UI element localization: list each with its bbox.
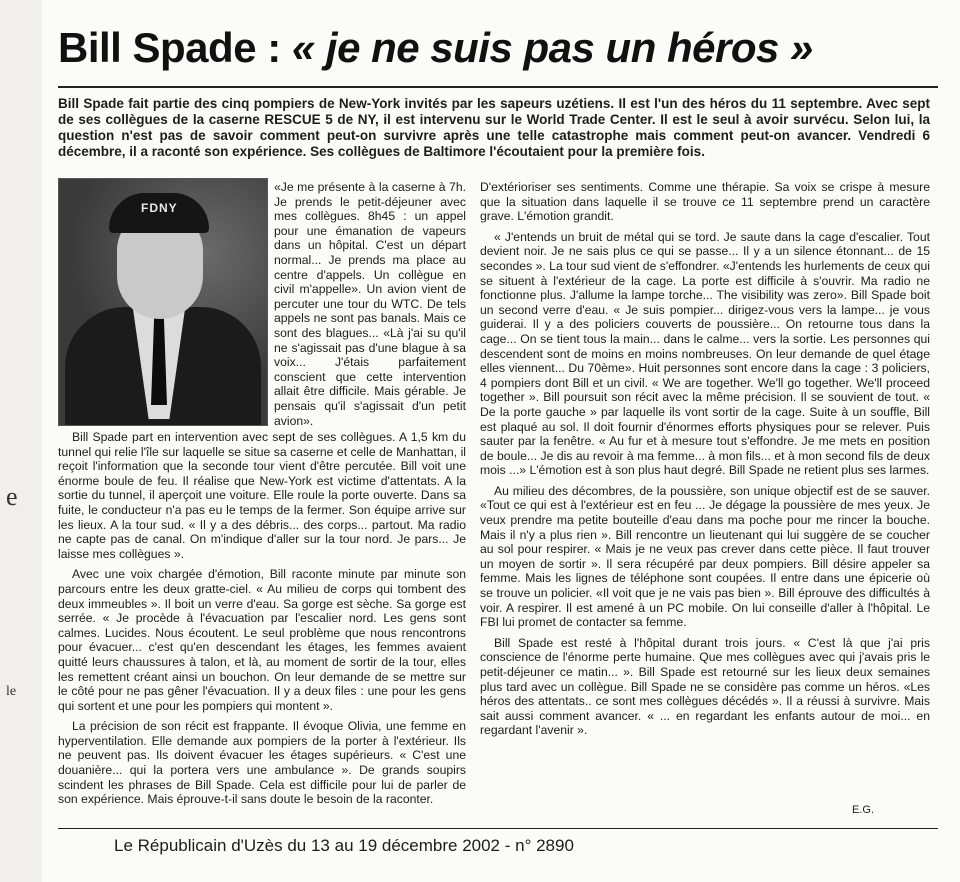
column-1-top — [274, 180, 466, 434]
paragraph: Bill Spade part en intervention avec sept de ses collègues. A 1,5 km du tunnel qui relie l'île sur laquelle se situe sa caserne et celle de Manhattan, il reçoit l'information que la seconde tour vient d'être percutée. Bill voit une énorme boule de feu. Il réalise que New-York est victime d'attentats. A la sortie du tunnel, il aperçoit une voiture. Elle roule la porte ouverte. Dans sa fuite, le conducteur n'a pas eu le temps de la fermer. Son équipe arrive sur les lieux. A la tour sud. « Il y a des débris... des corps... partout. Ma radio ne capte pas de canal. On m'indique d'aller sur la tour nord. Je pars... Je laisse mes collègues ». — [58, 430, 466, 561]
margin-fragment-le: le — [6, 684, 17, 699]
title-rule — [58, 86, 938, 88]
title-name: Bill Spade : — [58, 24, 292, 71]
title-quote: « je ne suis pas un héros » — [291, 24, 813, 71]
paragraph: D'extérioriser ses sentiments. Comme une thérapie. Sa voix se crispe à mesure que la situation dans laquelle il se trouve ce 11 septembre prend un caractère grave. L'émotion grandit. — [480, 180, 930, 224]
paragraph: Avec une voix chargée d'émotion, Bill raconte minute par minute son parcours entre les deux gratte-ciel. « Au milieu de corps qui tombent des deux immeubles ». Il boit un verre d'eau. Sa gorge est sèche. Sa gorge est serrée. « Je procède à l'évacuation par l'escalier nord. Les gens sont calmes. Lucides. Nous écoutent. Le seul problème que nous rencontrons pour évacuer... c'est qu'en descendant les étages, les femmes avaient quitté leurs chaussures à talon, et là, au moment de sortir de la tour, elles les remettent créant ainsi un bouchon. On leur demande de se mettre sur le côté pour ne pas gêner l'évacuation. Il y a deux files : une pour les gens qui sortent et une pour les pompiers qui montent ». — [58, 567, 466, 713]
paragraph: Au milieu des décombres, de la poussière, son unique objectif est de se sauver. «Tout ce qui est à l'extérieur est en feu ... Je dégage la poussière de mes yeux. Je veux prendre ma petite bouteille d'eau dans ma poche pour me rincer la bouche. Mais il n'y a plus rien ». Bill rencontre un lieutenant qui lui suggère de se coucher au sol pour respirer. « Mais je ne veux pas crever dans cette pièce. Il faut trouver un moyen de sortir ». Il sera récupéré par deux pompiers. Bill désire appeler sa femme. Mais les lignes de téléphone sont coupées. Il entre dans une épicerie où se trouve un policier. «Il voit que je ne vais pas bien ». Bill éprouve des difficultés à voir. A respirer. Il est amené à un PC mobile. On lui conseille d'aller à l'hôpital. Le FBI lui promet de contacter sa femme. — [480, 483, 930, 630]
paragraph: « J'entends un bruit de métal qui se tord. Je saute dans la cage d'escalier. Tout devient noir. Je ne sais plus ce qui se passe... Il y a un silence étonnant... de 15 secondes ». La tour sud vient de s'effondrer. «J'entends les hurlements de ceux qui se situent à l'extérieur de la cage. La porte est difficile à s'ouvrir. Ma radio ne fonctionne plus. J'allume la lampe torche... The visibility was zero». Bill Spade boit un second verre d'eau. « Je suis pompier... dirigez-vous vers la lampe... je vous guiderai. Il y a des policiers couverts de poussière... On retourne tous dans la cage... On se tient tous la main... dans le calme... vers la sortie. Les personnes qui descendent sont de moins en moins nombreuses. On leur demande de quel étage elles viennent... Du 70ème». Huit personnes sont encore dans la cage : 3 policiers, 4 pompiers dont Bill et un civil. « We are together. We'll go together. We'll proceed together ». Bill poursuit son récit avec la même précision. Il se souvient de tout. « De la porte gauche » par laquelle ils vont sortir de la cage. Suite à un souffle, Bill est plaqué au sol. Il doit fournir d'énormes efforts physiques pour se relever. Puis sauter par la fenêtre. « Au fur et à mesure tout s'effondre. Je me mets en position de boule... Je dis au revoir à ma femme... à mon fils... et à mon second fils de deux mois ...» L'émotion est à son plus haut degré. Bill Spade ne retient plus ses larmes. — [480, 229, 930, 478]
paragraph: La précision de son récit est frappante. Il évoque Olivia, une femme en hyperventilation. Elle demande aux pompiers de la porter à l'extérieur. Ils ne peuvent pas. Ils doivent évacuer les étages supérieurs. « C'est une douanière... qui la portera vers une ambulance ». De grands soupirs scindent les phrases de Bill Spade. Cela est difficile pour lui de parler de son expérience. Mais éprouve-t-il sans doute le besoin de la raconter. — [58, 719, 466, 807]
firefighter-photo — [58, 178, 268, 426]
article-intro: Bill Spade fait partie des cinq pompiers de New-York invités par les sapeurs uzétiens. Il est l'un des héros du 11 septembre. Avec sept de ses collègues de la caserne RESCUE 5 de NY, il est intervenu sur le World Trade Center. Il est le seul à avoir survécu. Selon lui, la question n'est pas de savoir comment peut-on survivre après une telle catastrophe mais comment peut-on avancer. Vendredi 6 décembre, il a raconté son expérience. Ses collègues de Baltimore l'écoutaient pour la première fois. — [58, 96, 930, 159]
paragraph: «Je me présente à la caserne à 7h. Je prends le petit-déjeuner avec mes collègues. 8h45 : un appel pour une émanation de vapeurs dans un hôpital. C'est un départ normal... Je prends ma place au centre d'appels. Un collègue en civil m'appelle». Un avion vient de percuter une tour du WTC. De tels appels ne sont pas banals. Mais ce sont des blagues... «Là j'ai su qu'il ne s'agissait pas d'une blague à sa voix... J'étais parfaitement conscient que cette intervention allait être difficile. Mais gérable. Je pensais qu'il s'agissait d'un petit avion». — [274, 180, 466, 428]
footer-rule — [58, 828, 938, 829]
author-signature: E.G. — [852, 804, 875, 816]
publication-line: Le Républicain d'Uzès du 13 au 19 décembre 2002 - n° 2890 — [114, 836, 574, 855]
adjacent-page-strip — [0, 0, 42, 882]
column-2 — [480, 180, 930, 744]
margin-fragment-e: e — [6, 482, 18, 511]
article-title — [58, 24, 938, 72]
paragraph: Bill Spade est resté à l'hôpital durant trois jours. « C'est là que j'ai pris conscience de l'énorme perte humaine. Que mes collègues avec qui j'avais pris le petit-déjeuner ce matin... ». Bill Spade est retourné sur les lieux deux semaines plus tard avec un collègue. Bill Spade ne se considère pas comme un héros. «Les héros des attentats.. ce sont mes collègues décédés ». Il a réussi à survivre. Mais sait aussi comment avancer. « ... en regardant les enfants autour de moi... en regardant l'avenir ». — [480, 635, 930, 738]
cap-logo: FDNY — [141, 201, 178, 215]
column-1-bottom — [58, 430, 466, 813]
newspaper-clipping — [42, 4, 960, 882]
